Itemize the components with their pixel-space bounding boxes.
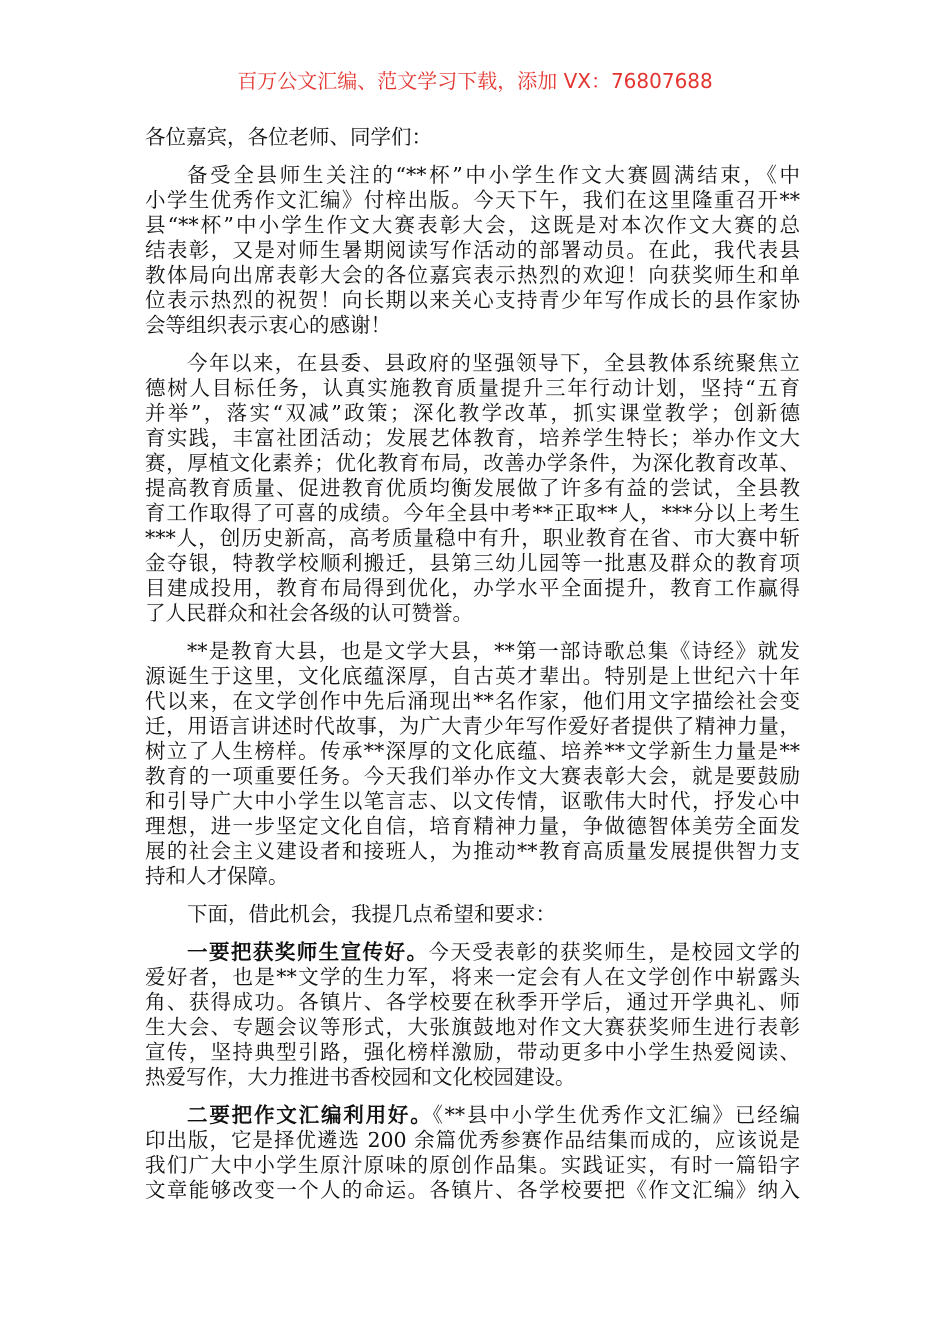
text-line bbox=[145, 714, 800, 739]
text-line bbox=[145, 238, 800, 263]
text-line bbox=[145, 639, 800, 664]
line-text: 展的社会主义建设者和接班人，为推动**教育高质量发展提供智力支 bbox=[145, 839, 800, 863]
line-text: 育工作取得了可喜的成绩。今年全县中考**正取**人，***分以上考生 bbox=[145, 501, 800, 525]
text-line bbox=[145, 163, 800, 188]
text-line bbox=[145, 1178, 800, 1203]
text-line bbox=[145, 476, 800, 501]
document-body bbox=[145, 125, 800, 1203]
line-text: 爱好者，也是**文学的生力军，将来一定会有人在文学创作中崭露头 bbox=[145, 965, 800, 989]
line-text: 热爱写作，大力推进书香校园和文化校园建设。 bbox=[145, 1065, 576, 1089]
text-line bbox=[145, 1128, 800, 1153]
line-text: 提高教育质量、促进教育优质均衡发展做了许多有益的尝试，全县教 bbox=[145, 476, 800, 500]
line-text: 生大会、专题会议等形式，大张旗鼓地对作文大赛获奖师生进行表彰 bbox=[145, 1015, 800, 1039]
line-text: 文章能够改变一个人的命运。各镇片、各学校要把《作文汇编》纳入 bbox=[145, 1178, 800, 1202]
watermark-banner: 百万公文汇编、范文学习下载，添加 VX：76807688 bbox=[237, 69, 713, 93]
paragraph bbox=[145, 902, 800, 927]
line-text: 角、获得成功。各镇片、各学校要在秋季开学后，通过开学典礼、师 bbox=[145, 990, 800, 1014]
line-text: 金夺银，特教学校顺利搬迁，县第三幼儿园等一批惠及群众的教育项 bbox=[145, 551, 800, 575]
text-line bbox=[145, 426, 800, 451]
text-line bbox=[145, 351, 800, 376]
text-line bbox=[145, 689, 800, 714]
line-text: 持和人才保障。 bbox=[145, 864, 289, 888]
text-line bbox=[145, 814, 800, 839]
paragraph bbox=[145, 940, 800, 1090]
text-line bbox=[145, 526, 800, 551]
line-text: 代以来，在文学创作中先后涌现出**名作家，他们用文字描绘社会变 bbox=[145, 689, 800, 713]
text-line bbox=[145, 213, 800, 238]
text-line bbox=[145, 376, 800, 401]
text-line bbox=[145, 764, 800, 789]
line-text: 赛，厚植文化素养；优化教育布局，改善办学条件，为深化教育改革、 bbox=[145, 451, 800, 475]
paragraph bbox=[145, 1103, 800, 1203]
paragraph-lead: 二要把作文汇编利用好。 bbox=[187, 1103, 433, 1127]
line-text: 育实践，丰富社团活动；发展艺体教育，培养学生特长；举办作文大 bbox=[145, 426, 800, 450]
text-line bbox=[145, 990, 800, 1015]
text-line bbox=[145, 576, 800, 601]
line-text: 位表示热烈的祝贺！向长期以来关心支持青少年写作成长的县作家协 bbox=[145, 288, 800, 312]
text-line bbox=[145, 965, 800, 990]
text-line bbox=[145, 1015, 800, 1040]
line-text: 并举”，落实“双减”政策；深化教学改革，抓实课堂教学；创新德 bbox=[145, 401, 800, 425]
text-line bbox=[145, 789, 800, 814]
text-line bbox=[145, 864, 800, 889]
line-text: 源诞生于这里，文化底蕴深厚，自古英才辈出。特别是上世纪六十年 bbox=[145, 664, 800, 688]
line-text: 了人民群众和社会各级的认可赞誉。 bbox=[145, 601, 473, 625]
text-line bbox=[145, 601, 800, 626]
text-line bbox=[145, 1065, 800, 1090]
line-text: 教育的一项重要任务。今天我们举办作文大赛表彰大会，就是要鼓励 bbox=[145, 764, 800, 788]
text-line bbox=[145, 902, 800, 927]
text-line bbox=[145, 288, 800, 313]
text-line bbox=[145, 263, 800, 288]
line-text: 今天受表彰的获奖师生，是校园文学的 bbox=[428, 940, 801, 964]
paragraph bbox=[145, 351, 800, 626]
text-line bbox=[145, 401, 800, 426]
text-line bbox=[145, 451, 800, 476]
line-text: 今年以来，在县委、县政府的坚强领导下，全县教体系统聚焦立 bbox=[187, 351, 800, 375]
line-text: 目建成投用，教育布局得到优化，办学水平全面提升，教育工作赢得 bbox=[145, 576, 800, 600]
text-line bbox=[145, 1103, 800, 1128]
text-line bbox=[145, 664, 800, 689]
line-text: 备受全县师生关注的“**杯”中小学生作文大赛圆满结束，《中 bbox=[187, 163, 800, 187]
text-line bbox=[145, 739, 800, 764]
paragraph bbox=[145, 639, 800, 889]
line-text: **是教育大县，也是文学大县，**第一部诗歌总集《诗经》就发 bbox=[187, 639, 800, 663]
line-text: 树立了人生榜样。传承**深厚的文化底蕴、培养**文学新生力量是** bbox=[145, 739, 800, 763]
text-line bbox=[145, 1040, 800, 1065]
text-line bbox=[145, 313, 800, 338]
greeting: 各位嘉宾，各位老师、同学们： bbox=[145, 125, 432, 149]
line-text: 迁，用语言讲述时代故事，为广大青少年写作爱好者提供了精神力量， bbox=[145, 714, 800, 738]
line-text: 我们广大中小学生原汁原味的原创作品集。实践证实，有时一篇铅字 bbox=[145, 1153, 800, 1177]
text-line bbox=[145, 940, 800, 965]
line-text: 县“**杯”中小学生作文大赛表彰大会，这既是对本次作文大赛的总 bbox=[145, 213, 800, 237]
line-text: 会等组织表示衷心的感谢！ bbox=[145, 313, 391, 337]
line-text: 德树人目标任务，认真实施教育质量提升三年行动计划，坚持“五育 bbox=[145, 376, 800, 400]
text-line bbox=[145, 501, 800, 526]
text-line bbox=[145, 839, 800, 864]
line-text: 和引导广大中小学生以笔言志、以文传情，讴歌伟大时代，抒发心中 bbox=[145, 789, 800, 813]
paragraph-lead: 一要把获奖师生宣传好。 bbox=[187, 940, 429, 964]
text-line bbox=[145, 551, 800, 576]
line-text: 小学生优秀作文汇编》付梓出版。今天下午，我们在这里隆重召开** bbox=[145, 188, 800, 212]
line-text: 结表彰，又是对师生暑期阅读写作活动的部署动员。在此，我代表县 bbox=[145, 238, 800, 262]
line-text: 理想，进一步坚定文化自信，培育精神力量，争做德智体美劳全面发 bbox=[145, 814, 800, 838]
line-text: 教体局向出席表彰大会的各位嘉宾表示热烈的欢迎！向获奖师生和单 bbox=[145, 263, 800, 287]
line-text: 《**县中小学生优秀作文汇编》已经编 bbox=[432, 1103, 801, 1127]
text-line bbox=[145, 1153, 800, 1178]
line-text: 下面，借此机会，我提几点希望和要求： bbox=[187, 902, 556, 926]
line-text: ***人，创历史新高，高考质量稳中有升，职业教育在省、市大赛中斩 bbox=[145, 526, 800, 550]
line-text: 宣传，坚持典型引路，强化榜样激励，带动更多中小学生热爱阅读、 bbox=[145, 1040, 800, 1064]
text-line bbox=[145, 188, 800, 213]
line-text: 印出版，它是择优遴选 200 余篇优秀参赛作品结集而成的，应该说是 bbox=[145, 1128, 800, 1152]
paragraph bbox=[145, 163, 800, 338]
